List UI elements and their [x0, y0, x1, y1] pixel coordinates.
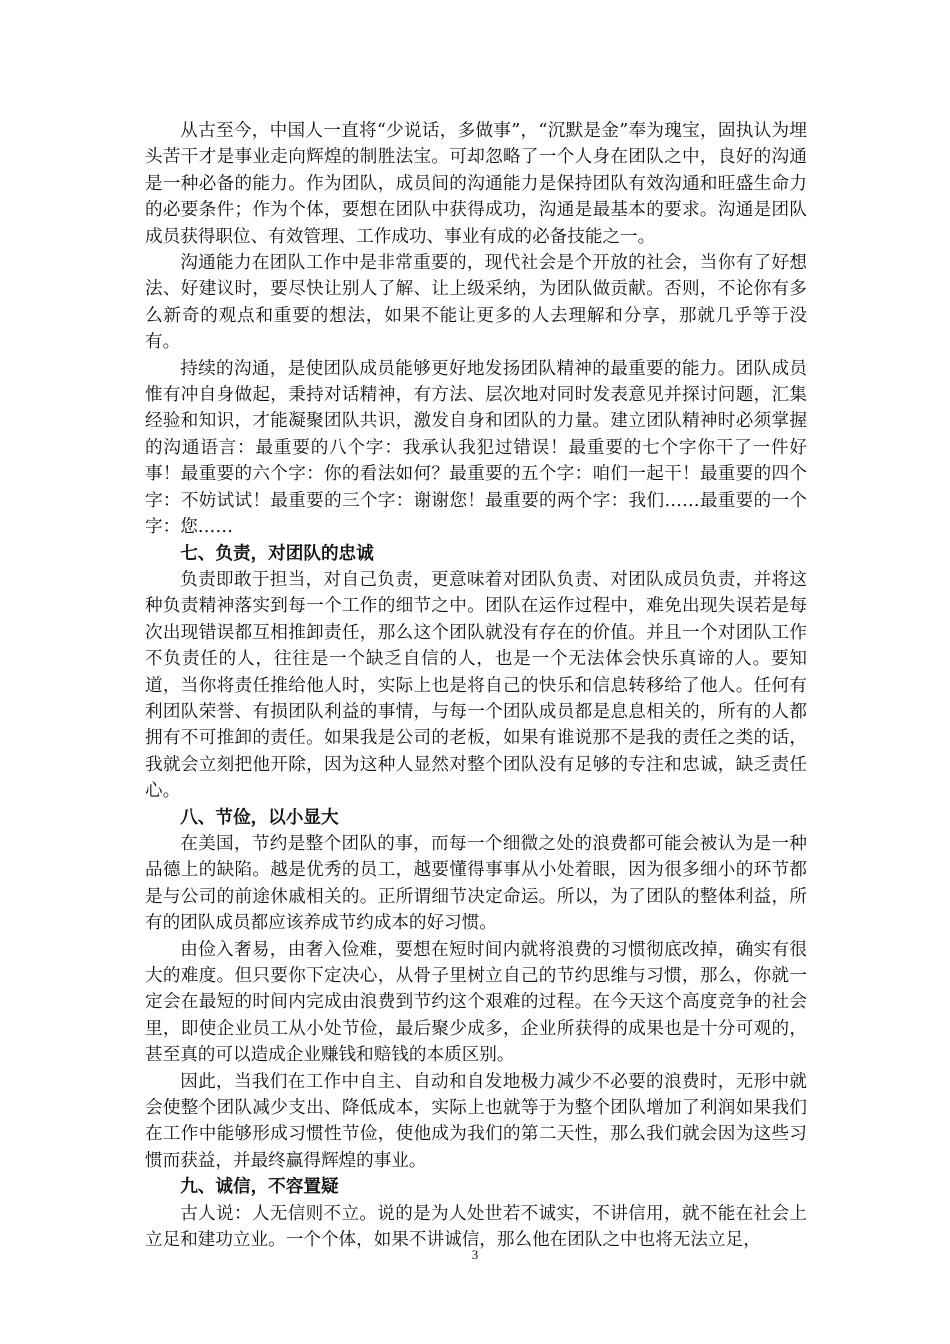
document-body — [145, 118, 807, 1253]
section-heading-responsibility: 七、负责，对团队的忠诚 — [180, 543, 374, 564]
section-heading-integrity: 九、诚信，不容置疑 — [180, 1177, 339, 1198]
paragraph-thrift-3: 因此，当我们在工作中自主、自动和自发地极力减少不必要的浪费时，无形中就会使整个团队减少支出、降低成本，实际上也就等于为整个团队增加了利润如果我们在工作中能够形成习惯性节俭，使他成为我们的第二天性，那么我们就会因为这些习惯而获益，并最终赢得辉煌的事业。 — [145, 1071, 807, 1171]
paragraph-continuous-communication: 持续的沟通，是使团队成员能够更好地发扬团队精神的最重要的能力。团队成员惟有冲自身做起，秉持对话精神，有方法、层次地对同时发表意见并探讨问题，汇集经验和知识，才能凝聚团队共识，激发自身和团队的力量。建立团队精神时必须掌握的沟通语言：最重要的八个字：我承认我犯过错误！最重要的七个字你干了一件好事！最重要的六个字：你的看法如何？最重要的五个字：咱们一起干！最重要的四个字：不妨试试！最重要的三个字：谢谢您！最重要的两个字：我们……最重要的一个字：您…… — [145, 358, 807, 538]
paragraph-thrift-2: 由俭入奢易，由奢入俭难，要想在短时间内就将浪费的习惯彻底改掉，确实有很大的难度。但只要你下定决心，从骨子里树立自己的节约思维与习惯，那么，你就一定会在最短的时间内完成由浪费到节约这个艰难的过程。在今天这个高度竞争的社会里，即使企业员工从小处节俭，最后聚少成多，企业所获得的成果也是十分可观的，甚至真的可以造成企业赚钱和赔钱的本质区别。 — [145, 939, 807, 1066]
paragraph-communication-intro: 从古至今，中国人一直将“少说话，多做事”，“沉默是金”奉为瑰宝，固执认为埋头苦干才是事业走向辉煌的制胜法宝。可却忽略了一个人身在团队之中，良好的沟通是一种必备的能力。作为团队，成员间的沟通能力是保持团队有效沟通和旺盛生命力的必要条件；作为个体，要想在团队中获得成功，沟通是最基本的要求。沟通是团队成员获得职位、有效管理、工作成功、事业有成的必备技能之一。 — [145, 121, 807, 247]
page-number: 3 — [471, 1247, 479, 1262]
paragraph-integrity: 古人说：人无信则不立。说的是为人处世若不诚实，不讲信用，就不能在社会上立足和建功立业。一个个体，如果不讲诚信，那么他在团队之中也将无法立足， — [145, 1203, 807, 1251]
paragraph-responsibility: 负责即敢于担当，对自己负责，更意味着对团队负责、对团队成员负责，并将这种负责精神落实到每一个工作的细节之中。团队在运作过程中，难免出现失误若是每次出现错误都互相推卸责任，那么这个团队就没有存在的价值。并且一个对团队工作不负责任的人，往往是一个缺乏自信的人，也是一个无法体会快乐真谛的人。要知道，当你将责任推给他人时，实际上也是将自己的快乐和信息转移给了他人。任何有利团队荣誉、有损团队利益的事情，与每一个团队成员都是息息相关的，所有的人都拥有不可推卸的责任。如果我是公司的老板，如果有谁说那不是我的责任之类的话，我就会立刻把他开除，因为这种人显然对整个团队没有足够的专注和忠诚，缺乏责任心。 — [145, 569, 807, 802]
paragraph-communication-importance: 沟通能力在团队工作中是非常重要的，现代社会是个开放的社会，当你有了好想法、好建议时，要尽快让别人了解、让上级采纳，为团队做贡献。否则，不论你有多么新奇的观点和重要的想法，如果不能让更多的人去理解和分享，那就几乎等于没有。 — [145, 253, 807, 353]
paragraph-thrift-1: 在美国，节约是整个团队的事，而每一个细微之处的浪费都可能会被认为是一种品德上的缺陷。越是优秀的员工，越要懂得事事从小处着眼，因为很多细小的环节都是与公司的前途休戚相关的。正所谓细节决定命运。所以，为了团队的整体利益，所有的团队成员都应该养成节约成本的好习惯。 — [145, 833, 807, 934]
section-heading-thrift: 八、节俭，以小显大 — [180, 807, 339, 828]
